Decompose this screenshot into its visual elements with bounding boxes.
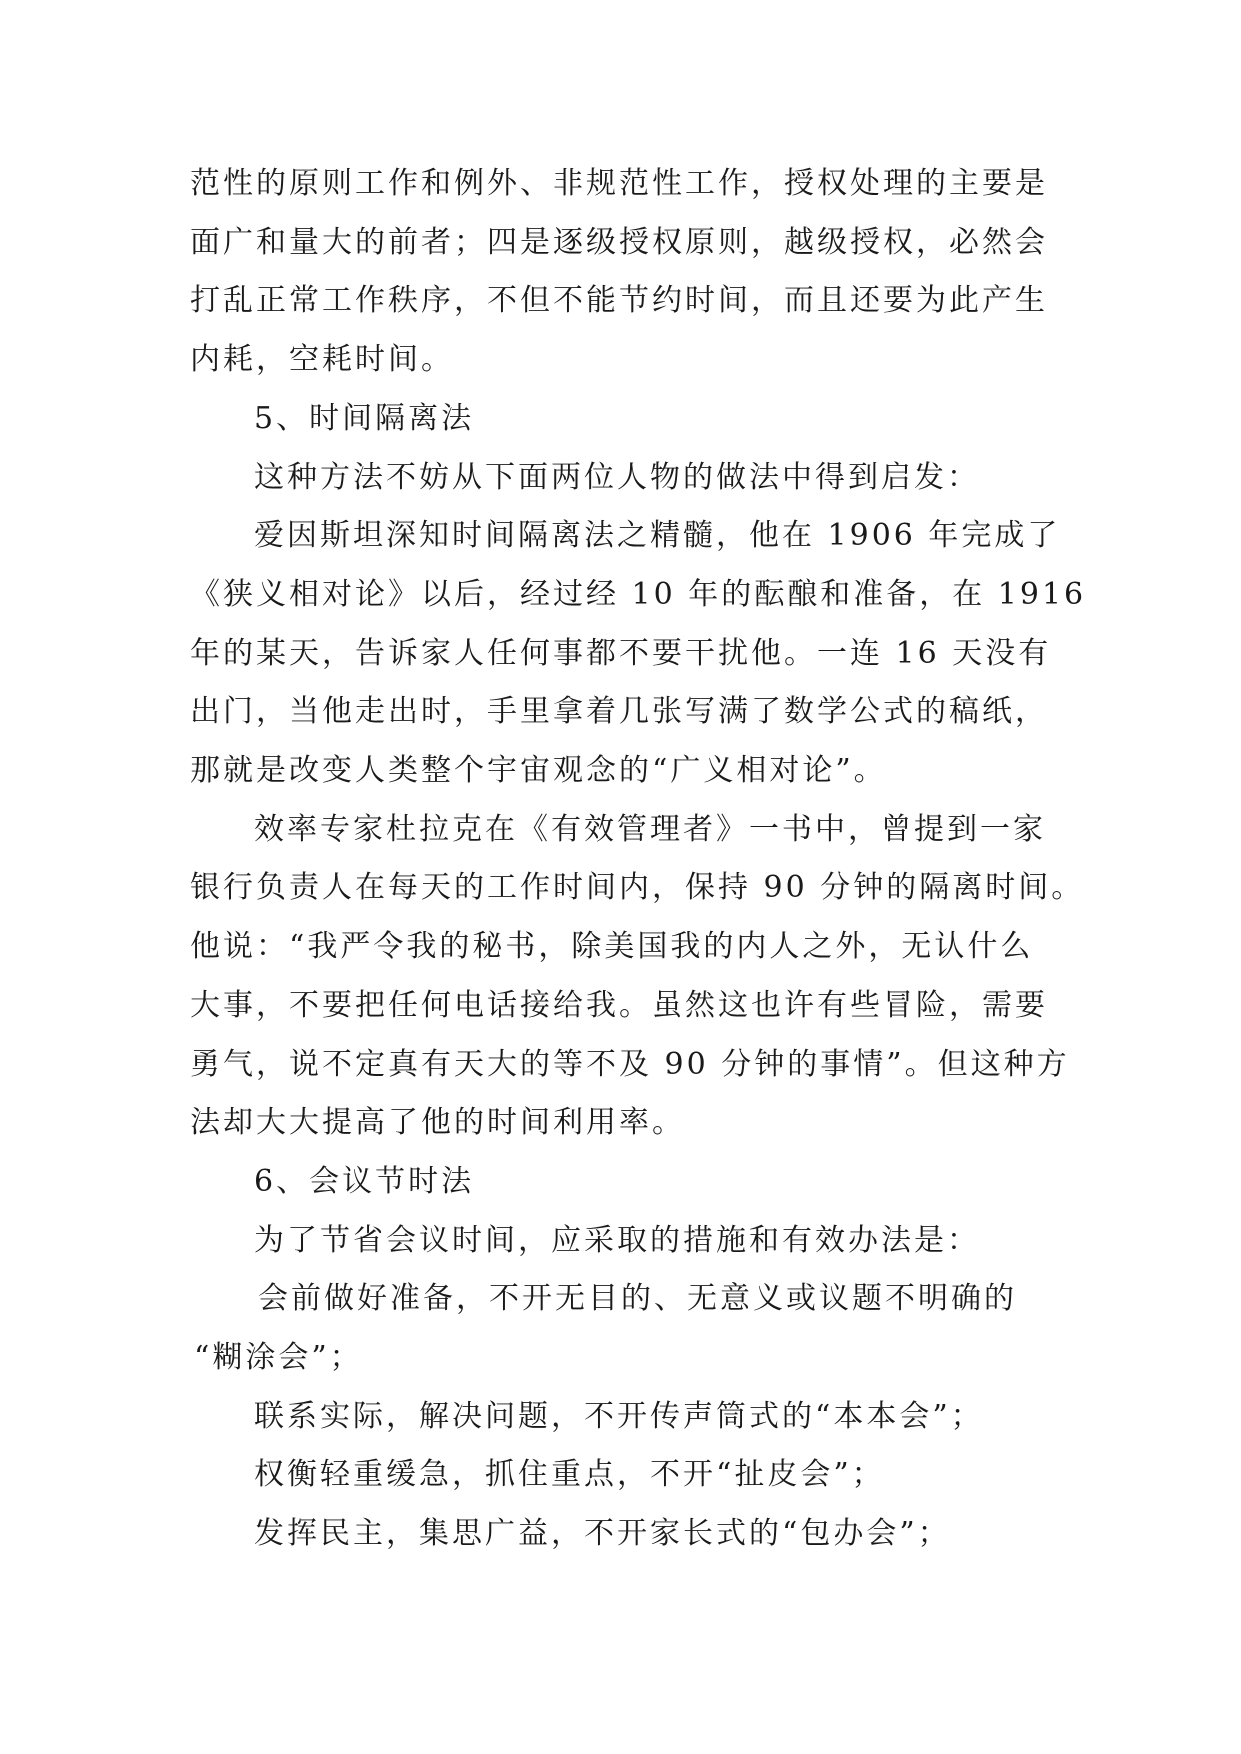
text-line: 《狭义相对论》以后，经过经 10 年的酝酿和准备，在 1916 <box>190 576 1087 612</box>
text-line: “糊涂会”； <box>194 1340 363 1376</box>
text-line: 效率专家杜拉克在《有效管理者》一书中，曾提到一家 <box>254 811 1046 847</box>
text-line: 会前做好准备，不开无目的、无意义或议题不明确的 <box>258 1281 1017 1317</box>
text-line: 年的某天，告诉家人任何事都不要干扰他。一连 16 天没有 <box>190 635 1052 671</box>
text-line: 大事，不要把任何电话接给我。虽然这也许有些冒险，需要 <box>190 987 1048 1023</box>
text-line: 出门，当他走出时，手里拿着几张写满了数学公式的稿纸， <box>190 694 1048 730</box>
text-line: 这种方法不妨从下面两位人物的做法中得到启发： <box>254 459 980 495</box>
text-line: 银行负责人在每天的工作时间内，保持 90 分钟的隔离时间。 <box>190 870 1085 906</box>
text-line: 权衡轻重缓急，抓住重点，不开“扯皮会”； <box>254 1457 885 1493</box>
text-line: 勇气，说不定真有天大的等不及 90 分钟的事情”。但这种方 <box>190 1046 1070 1082</box>
text-line: 内耗，空耗时间。 <box>190 342 454 378</box>
text-line: 为了节省会议时间，应采取的措施和有效办法是： <box>254 1222 980 1258</box>
text-line: 发挥民主，集思广益，不开家长式的“包办会”； <box>254 1516 951 1552</box>
text-line: 范性的原则工作和例外、非规范性工作，授权处理的主要是 <box>190 166 1048 201</box>
section-heading: 6、会议节时法 <box>254 1163 475 1199</box>
text-line: 爱因斯坦深知时间隔离法之精髓，他在 1906 年完成了 <box>254 518 1061 554</box>
text-line: 法却大大提高了他的时间利用率。 <box>190 1105 685 1141</box>
text-line: 面广和量大的前者；四是逐级授权原则，越级授权，必然会 <box>190 224 1048 260</box>
section-heading: 5、时间隔离法 <box>254 400 475 436</box>
text-line: 他说：“我严令我的秘书，除美国我的内人之外，无认什么 <box>190 929 1034 965</box>
text-line: 联系实际，解决问题，不开传声筒式的“本本会”； <box>254 1398 984 1434</box>
text-line: 那就是改变人类整个宇宙观念的“广义相对论”。 <box>190 753 887 789</box>
document-body <box>190 155 1087 1564</box>
text-line: 打乱正常工作秩序，不但不能节约时间，而且还要为此产生 <box>190 283 1048 319</box>
